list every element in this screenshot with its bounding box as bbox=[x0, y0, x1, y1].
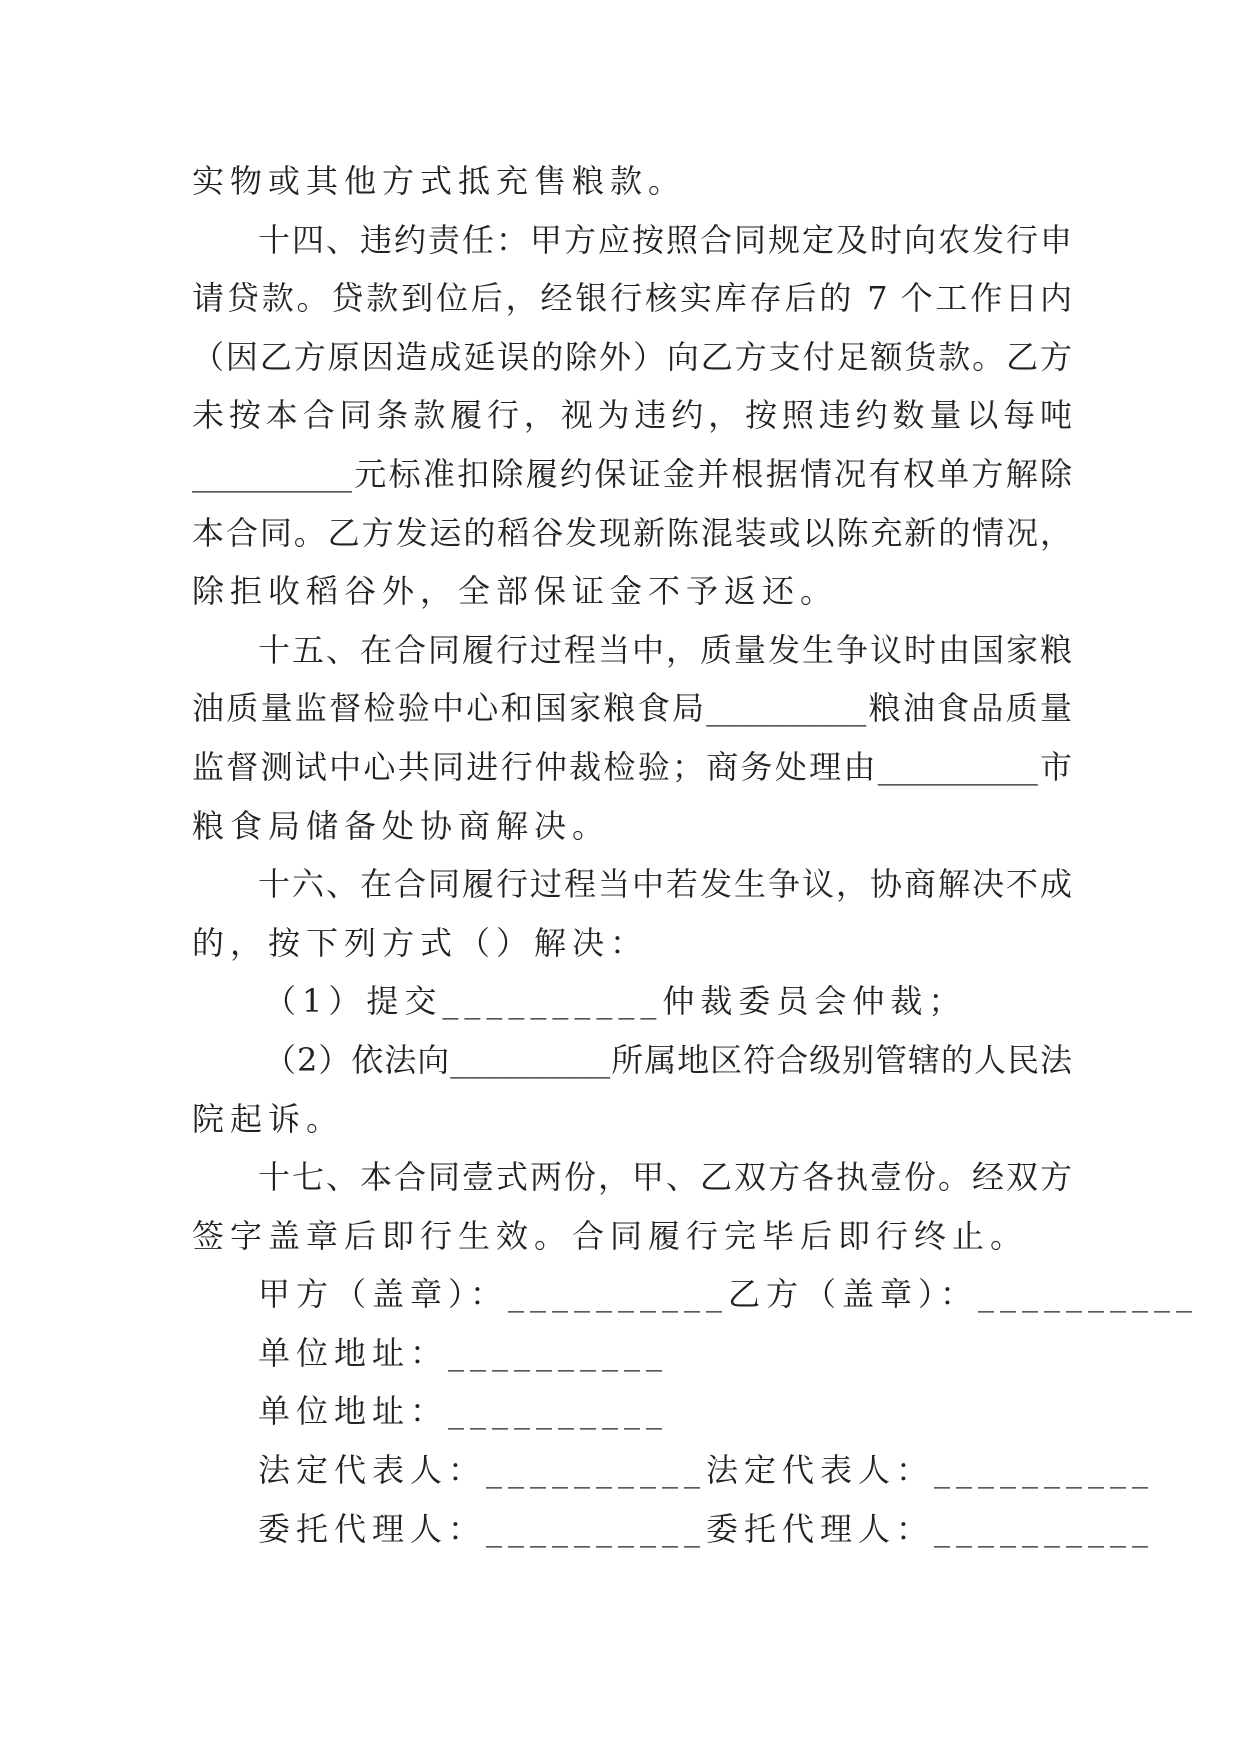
signature-line-address-1: 单位地址：__________ bbox=[258, 1333, 669, 1372]
text-line: 监督测试中心共同进行仲裁检验；商务处理由__________市 bbox=[192, 747, 1072, 786]
option-1-line: （1）提交__________仲裁委员会仲裁； bbox=[264, 982, 967, 1021]
text-line: 请贷款。贷款到位后，经银行核实库存后的 7 个工作日内 bbox=[192, 279, 1072, 318]
text-line: 的，按下列方式（）解决： bbox=[192, 923, 649, 962]
clause-17-line: 十七、本合同壹式两份，甲、乙双方各执壹份。经双方 bbox=[258, 1158, 1072, 1197]
clause-15-line: 十五、在合同履行过程当中，质量发生争议时由国家粮 bbox=[258, 630, 1072, 669]
clause-14-line: 十四、违约责任：甲方应按照合同规定及时向农发行申 bbox=[258, 220, 1072, 259]
text-line: 院起诉。 bbox=[192, 1099, 345, 1138]
text-line: 除拒收稻谷外，全部保证金不予返还。 bbox=[192, 572, 839, 611]
contract-body bbox=[192, 152, 1199, 1558]
text-line: 未按本合同条款履行，视为违约，按照违约数量以每吨 bbox=[192, 396, 1072, 435]
text-line: 实物或其他方式抵充售粮款。 bbox=[192, 162, 687, 200]
signature-line-address-2: 单位地址：__________ bbox=[258, 1392, 669, 1431]
signature-line-agent: 委托代理人：__________委托代理人：__________ bbox=[258, 1509, 1155, 1548]
signature-line-party-seal: 甲方（盖章）：__________乙方（盖章）：__________ bbox=[258, 1275, 1199, 1314]
signature-line-legal-rep: 法定代表人：__________法定代表人：__________ bbox=[258, 1451, 1155, 1490]
text-line: 签字盖章后即行生效。合同履行完毕后即行终止。 bbox=[192, 1216, 1029, 1255]
option-2-line: （2）依法向__________所属地区符合级别管辖的人民法 bbox=[264, 1040, 1072, 1079]
text-line: 油质量监督检验中心和国家粮食局__________粮油食品质量 bbox=[192, 689, 1072, 728]
text-line: 本合同。乙方发运的稻谷发现新陈混装或以陈充新的情况， bbox=[192, 513, 1072, 552]
text-line: 粮食局储备处协商解决。 bbox=[192, 806, 611, 845]
text-line: （因乙方原因造成延误的除外）向乙方支付足额货款。乙方 bbox=[192, 337, 1072, 376]
clause-16-line: 十六、在合同履行过程当中若发生争议，协商解决不成 bbox=[258, 865, 1072, 904]
text-line: __________元标准扣除履约保证金并根据情况有权单方解除 bbox=[192, 454, 1072, 493]
